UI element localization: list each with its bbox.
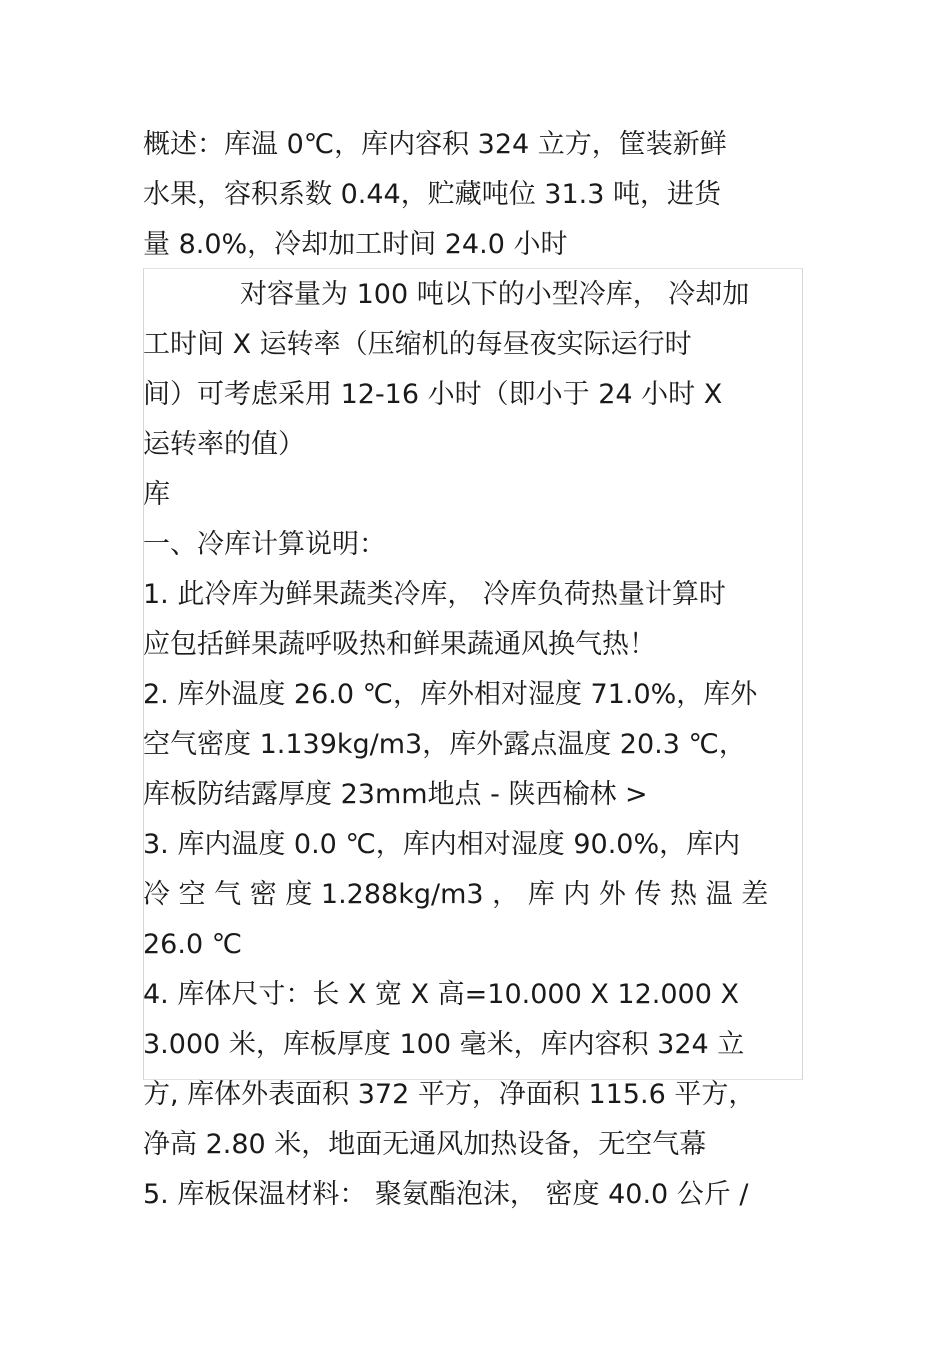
item-1-line-1: 1. 此冷库为鲜果蔬类冷库， 冷库负荷热量计算时 <box>143 579 726 610</box>
item-1-line-2: 应包括鲜果蔬呼吸热和鲜果蔬通风换气热！ <box>143 629 656 660</box>
document-body <box>143 120 808 1220</box>
item-3-line-3: 26.0 ℃ <box>143 929 243 960</box>
overview-line-1: 概述：库温 0℃，库内容积 324 立方，筐装新鲜 <box>143 129 727 160</box>
item-4-line-2: 3.000 米，库板厚度 100 毫米，库内容积 324 立 <box>143 1029 745 1060</box>
note-line-1: 对容量为 100 吨以下的小型冷库， 冷却加 <box>240 279 750 310</box>
item-4-line-1: 4. 库体尺寸：长 X 宽 X 高=10.000 X 12.000 X <box>143 979 739 1010</box>
note-line-2: 工时间 X 运转率（压缩机的每昼夜实际运行时 <box>143 329 692 360</box>
section-heading: 一、冷库计算说明： <box>143 529 386 560</box>
item-2-line-1: 2. 库外温度 26.0 ℃，库外相对湿度 71.0%，库外 <box>143 679 758 710</box>
item-4-line-4: 净高 2.80 米，地面无通风加热设备，无空气幕 <box>143 1129 707 1160</box>
overview-line-3: 量 8.0%，冷却加工时间 24.0 小时 <box>143 229 568 260</box>
item-3-line-1: 3. 库内温度 0.0 ℃，库内相对湿度 90.0%，库内 <box>143 829 741 860</box>
note-line-3: 间）可考虑采用 12-16 小时（即小于 24 小时 X <box>143 379 723 410</box>
item-5-line-1: 5. 库板保温材料： 聚氨酯泡沫， 密度 40.0 公斤 / <box>143 1179 749 1210</box>
fragment-line: 库 <box>143 479 170 510</box>
overview-line-2: 水果，容积系数 0.44，贮藏吨位 31.3 吨，进货 <box>143 179 721 210</box>
item-3-line-2: 冷 空 气 密 度 1.288kg/m3 ， 库 内 外 传 热 温 差 <box>143 879 769 910</box>
item-2-line-3: 库板防结露厚度 23mm地点 - 陕西榆林 > <box>143 779 648 810</box>
item-2-line-2: 空气密度 1.139kg/m3，库外露点温度 20.3 ℃， <box>143 729 746 760</box>
note-line-4: 运转率的值） <box>143 429 305 460</box>
item-4-line-3: 方, 库体外表面积 372 平方，净面积 115.6 平方， <box>143 1079 756 1110</box>
